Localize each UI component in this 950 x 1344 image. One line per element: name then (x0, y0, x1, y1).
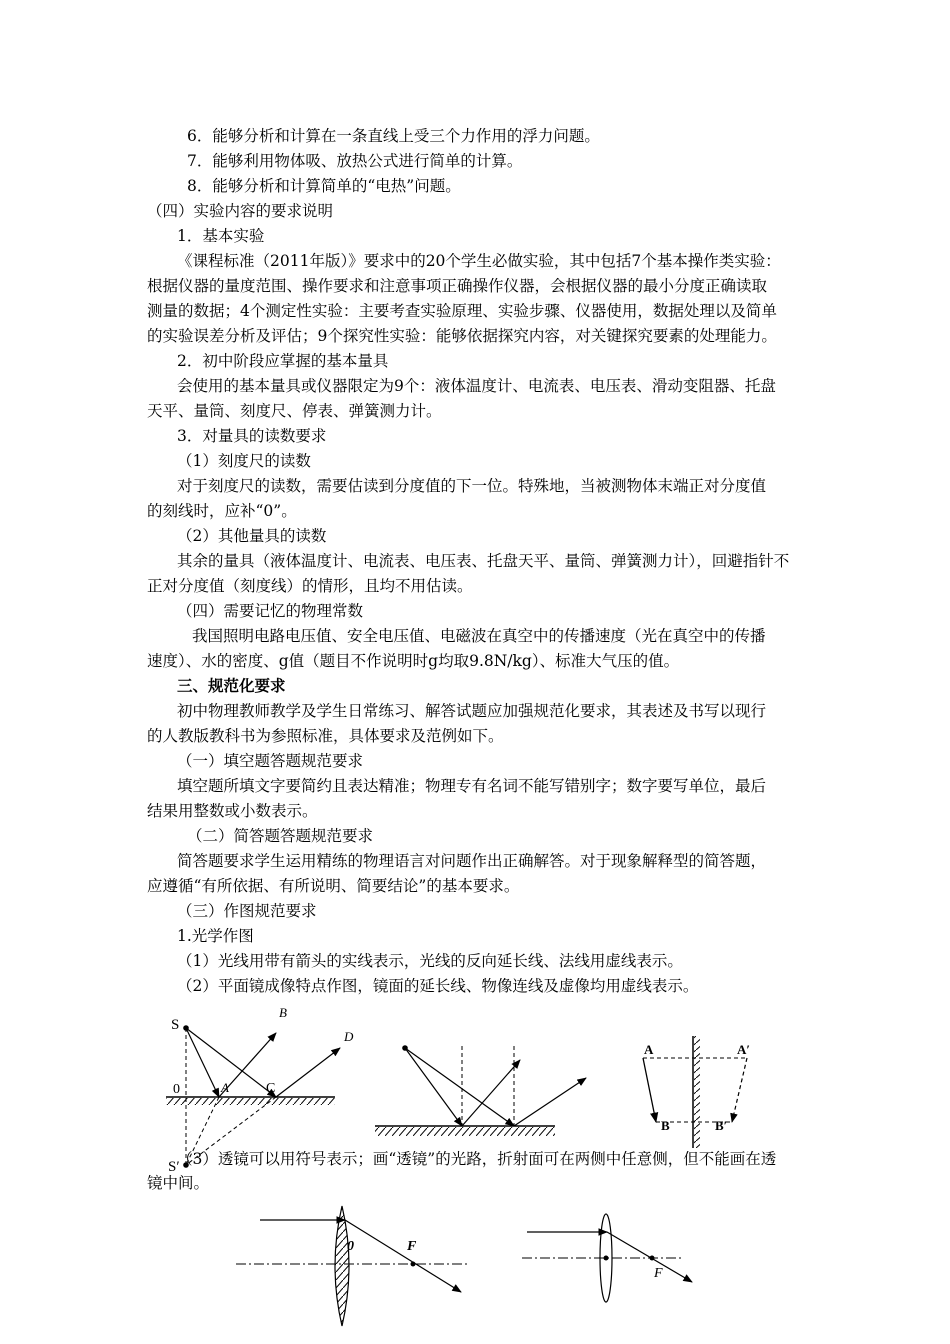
reflected-ray-1 (462, 1060, 520, 1126)
object-arrow (643, 1058, 656, 1122)
text-line: 8．能够分析和计算简单的“电热”问题。 (187, 177, 461, 195)
incident-ray-2 (405, 1048, 514, 1126)
virtual-image-arrow (732, 1058, 747, 1122)
text-line: 结果用整数或小数表示。 (147, 802, 318, 820)
text-line: （3）透镜可以用符号表示；画“透镜”的光路，折射面可在两侧中任意侧，但不能画在透 (177, 1150, 777, 1168)
text-line: 《课程标准（2011年版）》要求中的20个学生必做实验，其中包括7个基本操作类实验： (177, 252, 781, 270)
label-zero: 0 (173, 1082, 180, 1097)
label-d: D (344, 1029, 354, 1044)
label-f: F (407, 1239, 417, 1254)
text-line: 正对分度值（刻度线）的情形，且均不用估读。 (147, 577, 473, 595)
refracted-ray (345, 1220, 461, 1292)
text-line: （一）填空题答题规范要求 (177, 752, 364, 770)
text-line: （三）作图规范要求 (177, 902, 317, 920)
text-line: （1）刻度尺的读数 (177, 452, 311, 470)
label-b: B (661, 1118, 670, 1133)
text-line: 对于刻度尺的读数，需要估读到分度值的下一位。特殊地，当被测物体末端正对分度值 (177, 477, 767, 495)
text-line: 我国照明电路电压值、安全电压值、电磁波在真空中的传播速度（光在真空中的传播 (192, 627, 766, 645)
text-line: 其余的量具（液体温度计、电流表、电压表、托盘天平、量筒、弹簧测力计），回避指针不 (177, 552, 790, 570)
text-line: 的实验误差分析及评估；9个探究性实验：能够依据探究内容，对关键探究要素的处理能力。 (147, 327, 777, 345)
text-line: 填空题所填文字要简约且表达精准；物理专有名词不能写错别字；数字要写单位，最后 (177, 777, 767, 795)
label-a-prime: A′ (737, 1042, 751, 1057)
text-line: 的人教版教科书为参照标准，具体要求及范例如下。 (147, 727, 504, 745)
label-b: B (279, 1005, 287, 1020)
text-line: （2）其他量具的读数 (177, 527, 327, 545)
plane-mirror-figure (375, 1045, 586, 1136)
label-a: A (644, 1042, 654, 1057)
text-line: 3．对量具的读数要求 (177, 427, 327, 445)
text-line: （二）简答题答题规范要求 (187, 827, 374, 845)
lens-shape (335, 1206, 349, 1326)
lens-figure-2 (522, 1214, 692, 1302)
reflected-ray-d (276, 1048, 340, 1097)
text-line: （1）光线用带有箭头的实线表示，光线的反向延长线、法线用虚线表示。 (177, 952, 683, 970)
text-line: （2）平面镜成像特点作图，镜面的延长线、物像连线及虚像均用虚线表示。 (177, 977, 699, 995)
text-line: 根据仪器的量度范围、操作要求和注意事项正确操作仪器，会根据仪器的最小分度正确读取 (147, 277, 768, 295)
text-line: 简答题要求学生运用精练的物理语言对问题作出正确解答。对于现象解释型的简答题， (177, 852, 767, 870)
text-line: 1．基本实验 (177, 227, 265, 245)
label-o: 0 (347, 1239, 354, 1254)
text-line: 天平、量筒、刻度尺、停表、弹簧测力计。 (147, 402, 442, 420)
reflected-ray-2 (514, 1078, 586, 1126)
text-line: 1.光学作图 (177, 927, 254, 945)
incident-ray-c (186, 1028, 276, 1097)
text-line: 7．能够利用物体吸、放热公式进行简单的计算。 (187, 152, 523, 170)
text-line: 2．初中阶段应掌握的基本量具 (177, 352, 389, 370)
focus-point (650, 1256, 655, 1261)
text-line: （四）需要记忆的物理常数 (177, 602, 364, 620)
mirror-image-figure (643, 1036, 750, 1148)
text-line: 的刻线时，应补“0”。 (147, 502, 297, 520)
text-line: 速度）、水的密度、g值（题目不作说明时g均取9.8N/kg）、标准大气压的值。 (147, 652, 680, 670)
label-s-prime: S′ (168, 1159, 180, 1175)
text-line: 镜中间。 (147, 1174, 210, 1192)
text-line: 测量的数据；4个测定性实验：主要考查实验原理、实验步骤、仪器使用，数据处理以及简单 (147, 302, 777, 320)
text-line: 应遵循“有所依据、有所说明、简要结论”的基本要求。 (147, 877, 520, 895)
focus-point (411, 1262, 416, 1267)
section-heading: （四）实验内容的要求说明 (147, 202, 334, 220)
mirror-hatch (694, 1036, 700, 1148)
lens-figure-1 (236, 1206, 470, 1326)
text-line: 6．能够分析和计算在一条直线上受三个力作用的浮力问题。 (187, 127, 600, 145)
lens-center (604, 1256, 609, 1261)
incident-ray-a (186, 1028, 219, 1097)
label-s: S (171, 1017, 180, 1033)
mirror-hatch (166, 1098, 335, 1105)
text-line: 初中物理教师教学及学生日常练习、解答试题应加强规范化要求，其表述及书写以现行 (177, 702, 767, 720)
label-c: C (266, 1081, 276, 1096)
label-f: F (654, 1266, 663, 1281)
text-line: 会使用的基本量具或仪器限定为9个：液体温度计、电流表、电压表、滑动变阻器、托盘 (177, 377, 776, 395)
section-heading: 三、规范化要求 (177, 676, 286, 695)
mirror-hatch (375, 1127, 555, 1136)
incident-ray-1 (405, 1048, 462, 1126)
label-b-prime: B′ (715, 1118, 728, 1133)
refracted-ray (607, 1232, 692, 1282)
label-a: A (221, 1080, 229, 1095)
